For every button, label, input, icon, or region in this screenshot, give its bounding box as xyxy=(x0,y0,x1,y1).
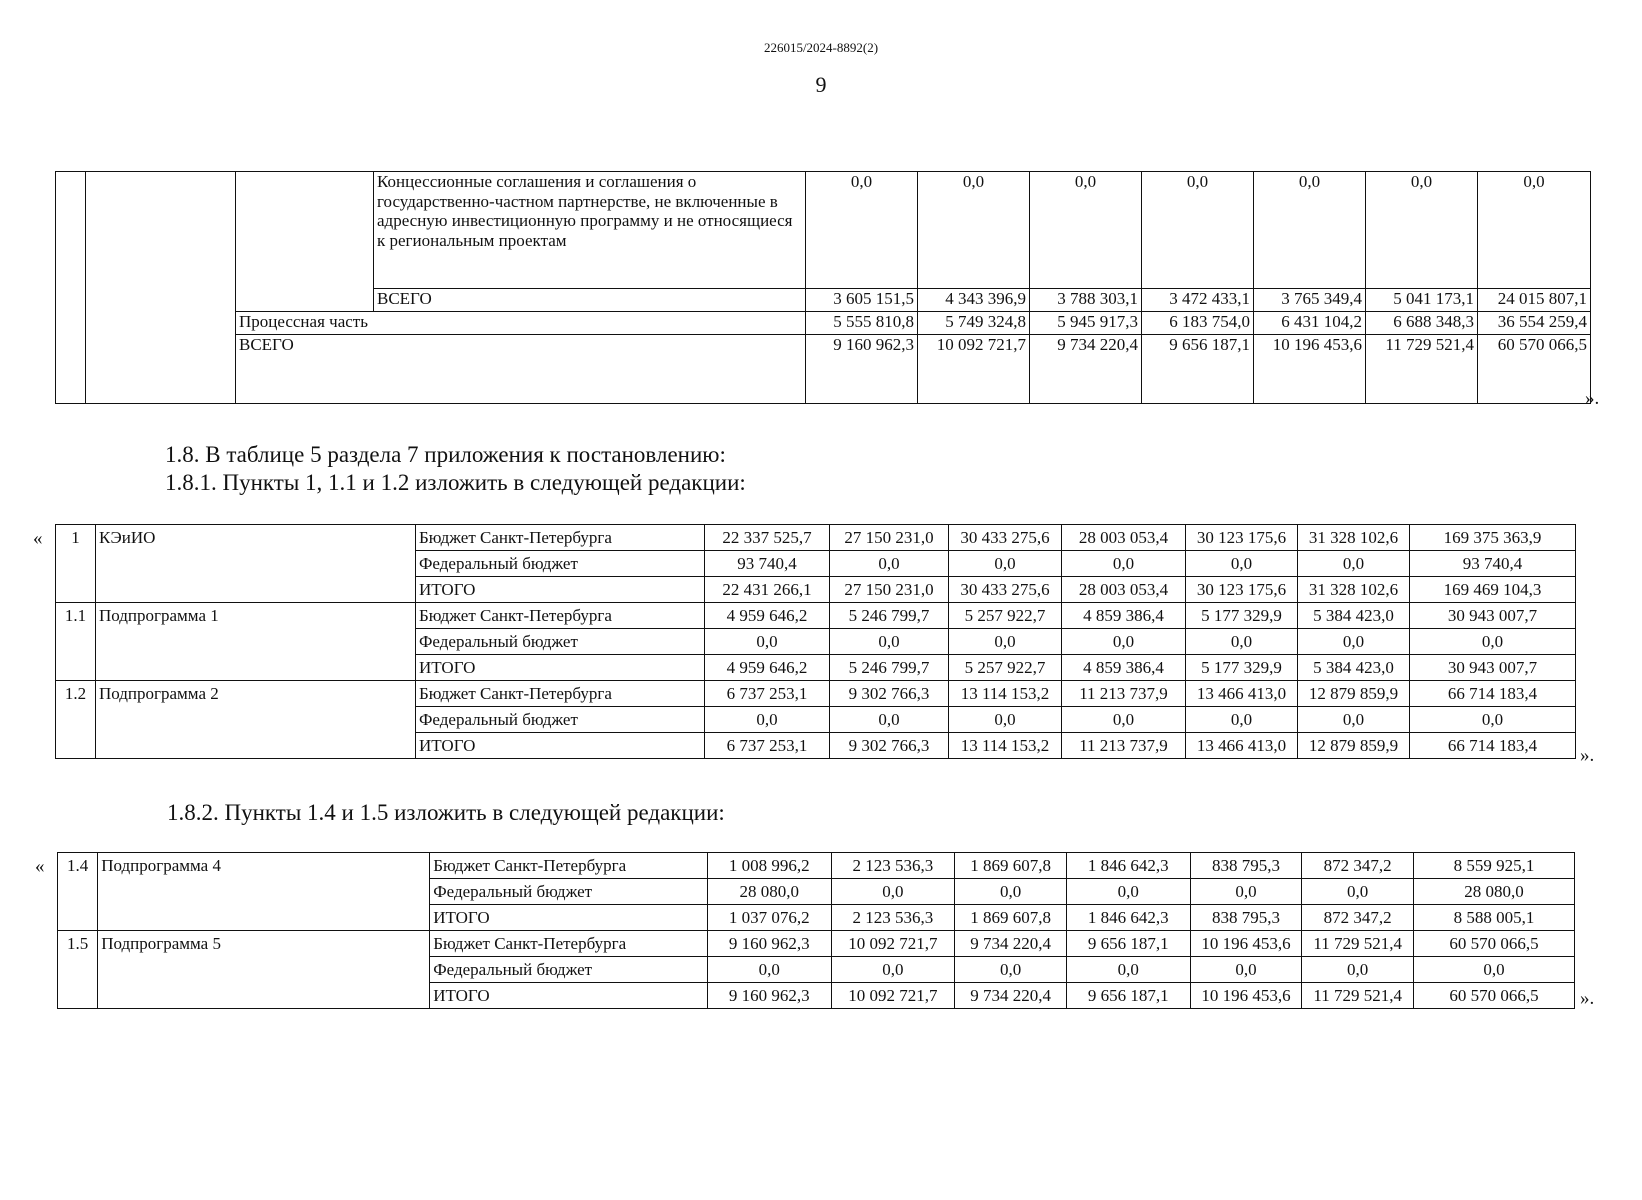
value-cell: 0,0 xyxy=(831,879,955,905)
value-cell: 93 740,4 xyxy=(705,551,830,577)
value-cell: 30 123 175,6 xyxy=(1186,577,1298,603)
funding-source: Федеральный бюджет xyxy=(416,629,705,655)
value-cell: 8 559 925,1 xyxy=(1413,853,1574,879)
table-cell: 5 041 173,1 xyxy=(1366,289,1478,312)
value-cell: 9 302 766,3 xyxy=(830,681,949,707)
row-label: Процессная часть xyxy=(236,312,806,335)
opening-quote: « xyxy=(33,528,43,549)
value-cell: 0,0 xyxy=(1062,707,1186,733)
funding-source: Бюджет Санкт-Петербурга xyxy=(416,525,705,551)
table-cell: 5 555 810,8 xyxy=(806,312,918,335)
funding-source: Федеральный бюджет xyxy=(430,879,708,905)
funding-source: ИТОГО xyxy=(416,577,705,603)
opening-quote: « xyxy=(35,856,45,877)
value-cell: 0,0 xyxy=(949,707,1062,733)
value-cell: 5 246 799,7 xyxy=(830,603,949,629)
table-cell: 0,0 xyxy=(806,172,918,289)
table-row xyxy=(56,335,1619,404)
value-cell: 1 846 642,3 xyxy=(1066,853,1190,879)
value-cell: 10 092 721,7 xyxy=(831,983,955,1009)
value-cell: 66 714 183,4 xyxy=(1410,733,1576,759)
value-cell: 0,0 xyxy=(1066,957,1190,983)
value-cell: 22 337 525,7 xyxy=(705,525,830,551)
table-cell: 10 092 721,7 xyxy=(918,335,1030,404)
value-cell: 12 879 859,9 xyxy=(1298,681,1410,707)
table-row xyxy=(56,603,1576,629)
table-cell xyxy=(236,172,374,312)
value-cell: 0,0 xyxy=(705,629,830,655)
table-cell: 3 788 303,1 xyxy=(1030,289,1142,312)
value-cell: 1 037 076,2 xyxy=(707,905,831,931)
value-cell: 30 433 275,6 xyxy=(949,525,1062,551)
value-cell: 1 008 996,2 xyxy=(707,853,831,879)
value-cell: 28 080,0 xyxy=(1413,879,1574,905)
funding-source: Федеральный бюджет xyxy=(416,551,705,577)
value-cell: 10 092 721,7 xyxy=(831,931,955,957)
table-cell: 0,0 xyxy=(1142,172,1254,289)
value-cell: 0,0 xyxy=(1062,629,1186,655)
value-cell: 5 246 799,7 xyxy=(830,655,949,681)
value-cell: 9 656 187,1 xyxy=(1066,983,1190,1009)
paragraph-1-8-1: 1.8.1. Пункты 1, 1.1 и 1.2 изложить в следующей редакции: xyxy=(165,470,746,495)
item-number: 1 xyxy=(56,525,96,603)
table-row xyxy=(56,172,1619,289)
funding-source: ИТОГО xyxy=(430,983,708,1009)
value-cell: 1 846 642,3 xyxy=(1066,905,1190,931)
value-cell: 31 328 102,6 xyxy=(1298,525,1410,551)
value-cell: 0,0 xyxy=(1410,707,1576,733)
value-cell: 28 003 053,4 xyxy=(1062,577,1186,603)
table-cell: 10 196 453,6 xyxy=(1254,335,1366,404)
value-cell: 0,0 xyxy=(949,629,1062,655)
value-cell: 11 729 521,4 xyxy=(1302,983,1414,1009)
value-cell: 4 959 646,2 xyxy=(705,655,830,681)
table-row xyxy=(56,681,1576,707)
table-cell: 9 656 187,1 xyxy=(1142,335,1254,404)
table-cell xyxy=(86,172,236,404)
value-cell: 5 177 329,9 xyxy=(1186,603,1298,629)
table-cell: 4 343 396,9 xyxy=(918,289,1030,312)
value-cell: 872 347,2 xyxy=(1302,853,1414,879)
value-cell: 1 869 607,8 xyxy=(955,905,1067,931)
value-cell: 4 959 646,2 xyxy=(705,603,830,629)
row-label: ВСЕГО xyxy=(374,289,806,312)
value-cell: 5 384 423,0 xyxy=(1298,655,1410,681)
value-cell: 9 656 187,1 xyxy=(1066,931,1190,957)
table-row xyxy=(58,853,1575,879)
value-cell: 8 588 005,1 xyxy=(1413,905,1574,931)
value-cell: 5 257 922,7 xyxy=(949,603,1062,629)
value-cell: 60 570 066,5 xyxy=(1413,931,1574,957)
value-cell: 13 114 153,2 xyxy=(949,733,1062,759)
value-cell: 27 150 231,0 xyxy=(830,525,949,551)
value-cell: 0,0 xyxy=(705,707,830,733)
value-cell: 10 196 453,6 xyxy=(1190,931,1302,957)
value-cell: 0,0 xyxy=(1298,629,1410,655)
value-cell: 9 734 220,4 xyxy=(955,983,1067,1009)
funding-source: Федеральный бюджет xyxy=(416,707,705,733)
concession-label: Концессионные соглашения и соглашения о государственно-частном партнерстве, не включенные в адресную инвестиционную программу и не относящиеся к региональным проектам xyxy=(374,172,806,289)
value-cell: 0,0 xyxy=(1410,629,1576,655)
value-cell: 12 879 859,9 xyxy=(1298,733,1410,759)
paragraph-1-8: 1.8. В таблице 5 раздела 7 приложения к постановлению: xyxy=(165,442,726,467)
value-cell: 0,0 xyxy=(1298,551,1410,577)
funding-source: ИТОГО xyxy=(430,905,708,931)
item-name: Подпрограмма 1 xyxy=(96,603,416,681)
value-cell: 0,0 xyxy=(830,629,949,655)
value-cell: 66 714 183,4 xyxy=(1410,681,1576,707)
table-cell: 3 605 151,5 xyxy=(806,289,918,312)
table-cell: 0,0 xyxy=(1366,172,1478,289)
value-cell: 0,0 xyxy=(1186,707,1298,733)
table-cell: 0,0 xyxy=(1254,172,1366,289)
budget-table-1 xyxy=(55,524,1576,759)
funding-source: ИТОГО xyxy=(416,733,705,759)
registration-number: 226015/2024-8892(2) xyxy=(763,40,879,55)
value-cell: 0,0 xyxy=(1062,551,1186,577)
value-cell: 31 328 102,6 xyxy=(1298,577,1410,603)
value-cell: 9 160 962,3 xyxy=(707,983,831,1009)
value-cell: 0,0 xyxy=(1066,879,1190,905)
value-cell: 5 177 329,9 xyxy=(1186,655,1298,681)
row-label: ВСЕГО xyxy=(236,335,806,404)
value-cell: 4 859 386,4 xyxy=(1062,603,1186,629)
closing-quote: ». xyxy=(1585,388,1600,409)
value-cell: 9 734 220,4 xyxy=(955,931,1067,957)
value-cell: 0,0 xyxy=(1186,551,1298,577)
item-number: 1.4 xyxy=(58,853,98,931)
value-cell: 169 469 104,3 xyxy=(1410,577,1576,603)
value-cell: 0,0 xyxy=(1190,957,1302,983)
value-cell: 27 150 231,0 xyxy=(830,577,949,603)
value-cell: 0,0 xyxy=(1186,629,1298,655)
value-cell: 5 257 922,7 xyxy=(949,655,1062,681)
item-number: 1.1 xyxy=(56,603,96,681)
value-cell: 0,0 xyxy=(1302,879,1414,905)
table-row xyxy=(56,525,1576,551)
funding-source: ИТОГО xyxy=(416,655,705,681)
value-cell: 0,0 xyxy=(1190,879,1302,905)
value-cell: 6 737 253,1 xyxy=(705,733,830,759)
funding-source: Бюджет Санкт-Петербурга xyxy=(416,681,705,707)
value-cell: 9 160 962,3 xyxy=(707,931,831,957)
value-cell: 0,0 xyxy=(1302,957,1414,983)
value-cell: 28 003 053,4 xyxy=(1062,525,1186,551)
table-cell: 9 160 962,3 xyxy=(806,335,918,404)
value-cell: 0,0 xyxy=(955,957,1067,983)
continuation-table xyxy=(55,171,1619,404)
table-row xyxy=(56,312,1619,335)
closing-quote: ». xyxy=(1580,988,1595,1009)
table-cell: 0,0 xyxy=(918,172,1030,289)
table-cell: 11 729 521,4 xyxy=(1366,335,1478,404)
value-cell: 872 347,2 xyxy=(1302,905,1414,931)
table-cell: 24 015 807,1 xyxy=(1478,289,1591,312)
paragraph-1-8-2: 1.8.2. Пункты 1.4 и 1.5 изложить в следующей редакции: xyxy=(167,800,725,825)
value-cell: 13 466 413,0 xyxy=(1186,733,1298,759)
table-cell: 6 431 104,2 xyxy=(1254,312,1366,335)
table-cell: 36 554 259,4 xyxy=(1478,312,1591,335)
item-name: Подпрограмма 5 xyxy=(98,931,430,1009)
value-cell: 30 433 275,6 xyxy=(949,577,1062,603)
value-cell: 10 196 453,6 xyxy=(1190,983,1302,1009)
value-cell: 0,0 xyxy=(955,879,1067,905)
value-cell: 60 570 066,5 xyxy=(1413,983,1574,1009)
item-name: Подпрограмма 4 xyxy=(98,853,430,931)
value-cell: 28 080,0 xyxy=(707,879,831,905)
table-cell: 5 749 324,8 xyxy=(918,312,1030,335)
table-cell: 6 688 348,3 xyxy=(1366,312,1478,335)
table-cell: 3 765 349,4 xyxy=(1254,289,1366,312)
value-cell: 0,0 xyxy=(1298,707,1410,733)
value-cell: 2 123 536,3 xyxy=(831,905,955,931)
value-cell: 11 213 737,9 xyxy=(1062,733,1186,759)
item-number: 1.2 xyxy=(56,681,96,759)
funding-source: Бюджет Санкт-Петербурга xyxy=(430,853,708,879)
funding-source: Бюджет Санкт-Петербурга xyxy=(430,931,708,957)
table-cell: 9 734 220,4 xyxy=(1030,335,1142,404)
item-name: Подпрограмма 2 xyxy=(96,681,416,759)
value-cell: 0,0 xyxy=(707,957,831,983)
value-cell: 4 859 386,4 xyxy=(1062,655,1186,681)
table-cell xyxy=(1591,172,1619,404)
value-cell: 11 729 521,4 xyxy=(1302,931,1414,957)
value-cell: 0,0 xyxy=(830,707,949,733)
page-number: 9 xyxy=(815,72,827,97)
funding-source: Бюджет Санкт-Петербурга xyxy=(416,603,705,629)
value-cell: 30 123 175,6 xyxy=(1186,525,1298,551)
table-cell: 0,0 xyxy=(1478,172,1591,289)
value-cell: 1 869 607,8 xyxy=(955,853,1067,879)
table-cell: 6 183 754,0 xyxy=(1142,312,1254,335)
funding-source: Федеральный бюджет xyxy=(430,957,708,983)
table-cell: 0,0 xyxy=(1030,172,1142,289)
value-cell: 0,0 xyxy=(1413,957,1574,983)
value-cell: 93 740,4 xyxy=(1410,551,1576,577)
table-row xyxy=(58,931,1575,957)
value-cell: 30 943 007,7 xyxy=(1410,603,1576,629)
value-cell: 30 943 007,7 xyxy=(1410,655,1576,681)
value-cell: 0,0 xyxy=(830,551,949,577)
value-cell: 6 737 253,1 xyxy=(705,681,830,707)
item-number: 1.5 xyxy=(58,931,98,1009)
value-cell: 838 795,3 xyxy=(1190,853,1302,879)
item-name: КЭиИО xyxy=(96,525,416,603)
table-cell: 5 945 917,3 xyxy=(1030,312,1142,335)
budget-table-2 xyxy=(57,852,1575,1009)
value-cell: 13 114 153,2 xyxy=(949,681,1062,707)
closing-quote: ». xyxy=(1580,745,1595,766)
value-cell: 2 123 536,3 xyxy=(831,853,955,879)
table-cell xyxy=(56,172,86,404)
value-cell: 13 466 413,0 xyxy=(1186,681,1298,707)
value-cell: 0,0 xyxy=(949,551,1062,577)
value-cell: 169 375 363,9 xyxy=(1410,525,1576,551)
value-cell: 22 431 266,1 xyxy=(705,577,830,603)
table-cell: 60 570 066,5 xyxy=(1478,335,1591,404)
table-cell: 3 472 433,1 xyxy=(1142,289,1254,312)
value-cell: 5 384 423,0 xyxy=(1298,603,1410,629)
value-cell: 838 795,3 xyxy=(1190,905,1302,931)
value-cell: 0,0 xyxy=(831,957,955,983)
value-cell: 11 213 737,9 xyxy=(1062,681,1186,707)
value-cell: 9 302 766,3 xyxy=(830,733,949,759)
